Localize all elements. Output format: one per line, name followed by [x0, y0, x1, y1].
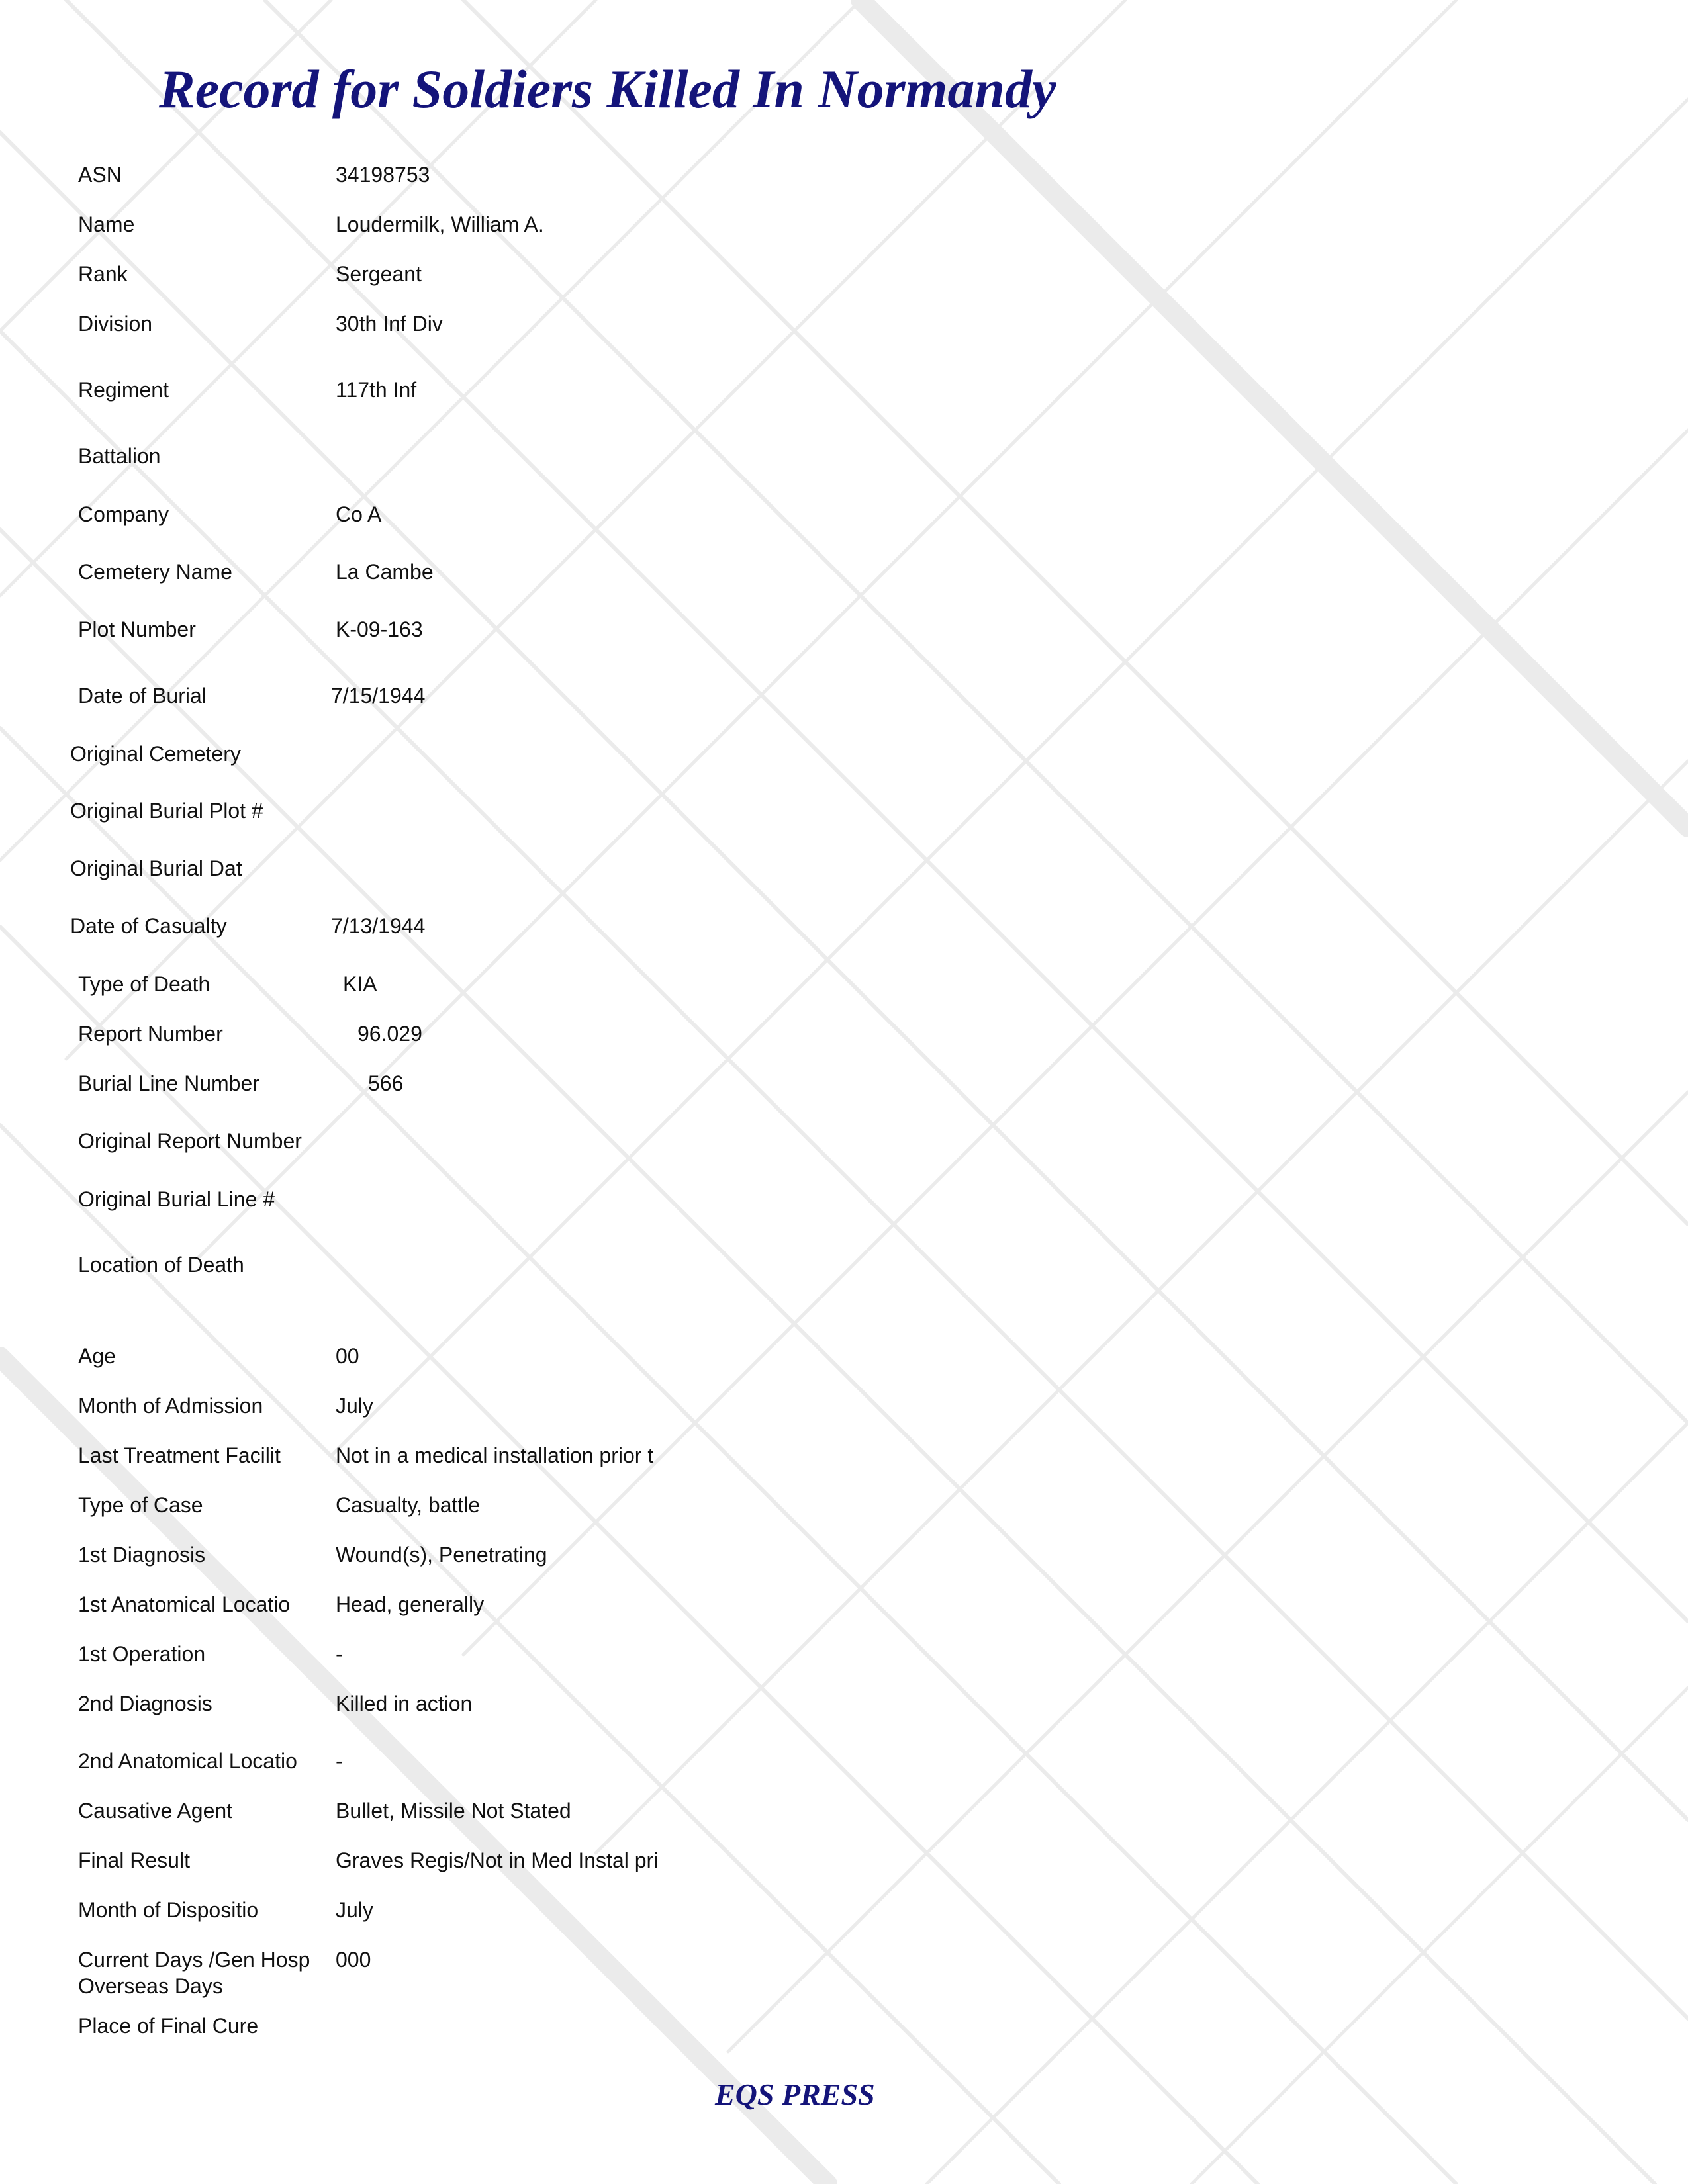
field-label: Division — [78, 312, 153, 336]
field-label: ASN — [78, 163, 122, 187]
field-label: 2nd Diagnosis — [78, 1692, 212, 1715]
field-label: Plot Number — [78, 617, 196, 641]
field-label: 2nd Anatomical Locatio — [78, 1749, 297, 1773]
field-label: Place of Final Cure — [78, 2014, 259, 2038]
field-label: Battalion — [78, 444, 161, 468]
field-label: Rank — [78, 262, 128, 286]
field-label: Month of Admission — [78, 1394, 263, 1418]
field-label: Date of Burial — [78, 684, 207, 707]
field-value: Loudermilk, William A. — [336, 212, 544, 236]
field-value: La Cambe — [336, 560, 434, 584]
field-value: K-09-163 — [336, 617, 423, 641]
field-value: 00 — [336, 1344, 359, 1368]
field-label: Overseas Days — [78, 1974, 223, 1998]
field-label: Last Treatment Facilit — [78, 1443, 281, 1467]
field-value: 7/15/1944 — [331, 684, 426, 707]
field-label: Burial Line Number — [78, 1071, 259, 1095]
field-value: Sergeant — [336, 262, 422, 286]
field-label: Cemetery Name — [78, 560, 232, 584]
field-label: Original Report Number — [78, 1129, 302, 1153]
field-label: Company — [78, 502, 169, 526]
field-value: - — [336, 1749, 343, 1773]
field-label: Age — [78, 1344, 116, 1368]
field-label: Regiment — [78, 378, 169, 402]
field-value: July — [336, 1394, 373, 1418]
field-value: 000 — [336, 1948, 371, 1972]
field-label: Name — [78, 212, 135, 236]
field-label: 1st Anatomical Locatio — [78, 1592, 291, 1616]
field-label: Location of Death — [78, 1253, 244, 1277]
field-value: Wound(s), Penetrating — [336, 1543, 547, 1567]
field-value: Bullet, Missile Not Stated — [336, 1799, 571, 1823]
field-label: Original Burial Plot # — [70, 799, 263, 823]
field-label: Report Number — [78, 1022, 223, 1046]
field-value: Casualty, battle — [336, 1493, 481, 1517]
field-value: Graves Regis/Not in Med Instal pri — [336, 1848, 659, 1872]
field-value: Killed in action — [336, 1692, 473, 1715]
field-value: - — [336, 1642, 343, 1666]
publisher-footer: EQS PRESS — [715, 2077, 875, 2111]
field-value: 7/13/1944 — [331, 914, 426, 938]
field-label: Date of Casualty — [70, 914, 227, 938]
field-value: July — [336, 1898, 373, 1922]
field-label: 1st Operation — [78, 1642, 206, 1666]
field-value: Co A — [336, 502, 382, 526]
field-label: Type of Case — [78, 1493, 203, 1517]
field-value: 117th Inf — [336, 378, 417, 402]
field-label: Original Burial Line # — [78, 1187, 275, 1211]
field-value: Head, generally — [336, 1592, 485, 1616]
field-value: KIA — [343, 972, 377, 996]
field-value: 30th Inf Div — [336, 312, 443, 336]
field-label: Causative Agent — [78, 1799, 233, 1823]
field-label: Current Days /Gen Hosp — [78, 1948, 310, 1972]
field-label: Month of Dispositio — [78, 1898, 259, 1922]
page-title: Record for Soldiers Killed In Normandy — [159, 59, 1056, 119]
field-value: Not in a medical installation prior t — [336, 1443, 654, 1467]
field-value: 34198753 — [336, 163, 430, 187]
field-value: 566 — [368, 1071, 404, 1095]
field-label: Type of Death — [78, 972, 211, 996]
field-label: Original Burial Dat — [70, 856, 242, 880]
field-label: 1st Diagnosis — [78, 1543, 206, 1567]
field-value: 96.029 — [357, 1022, 422, 1046]
field-label: Final Result — [78, 1848, 190, 1872]
field-label: Original Cemetery — [70, 742, 241, 766]
